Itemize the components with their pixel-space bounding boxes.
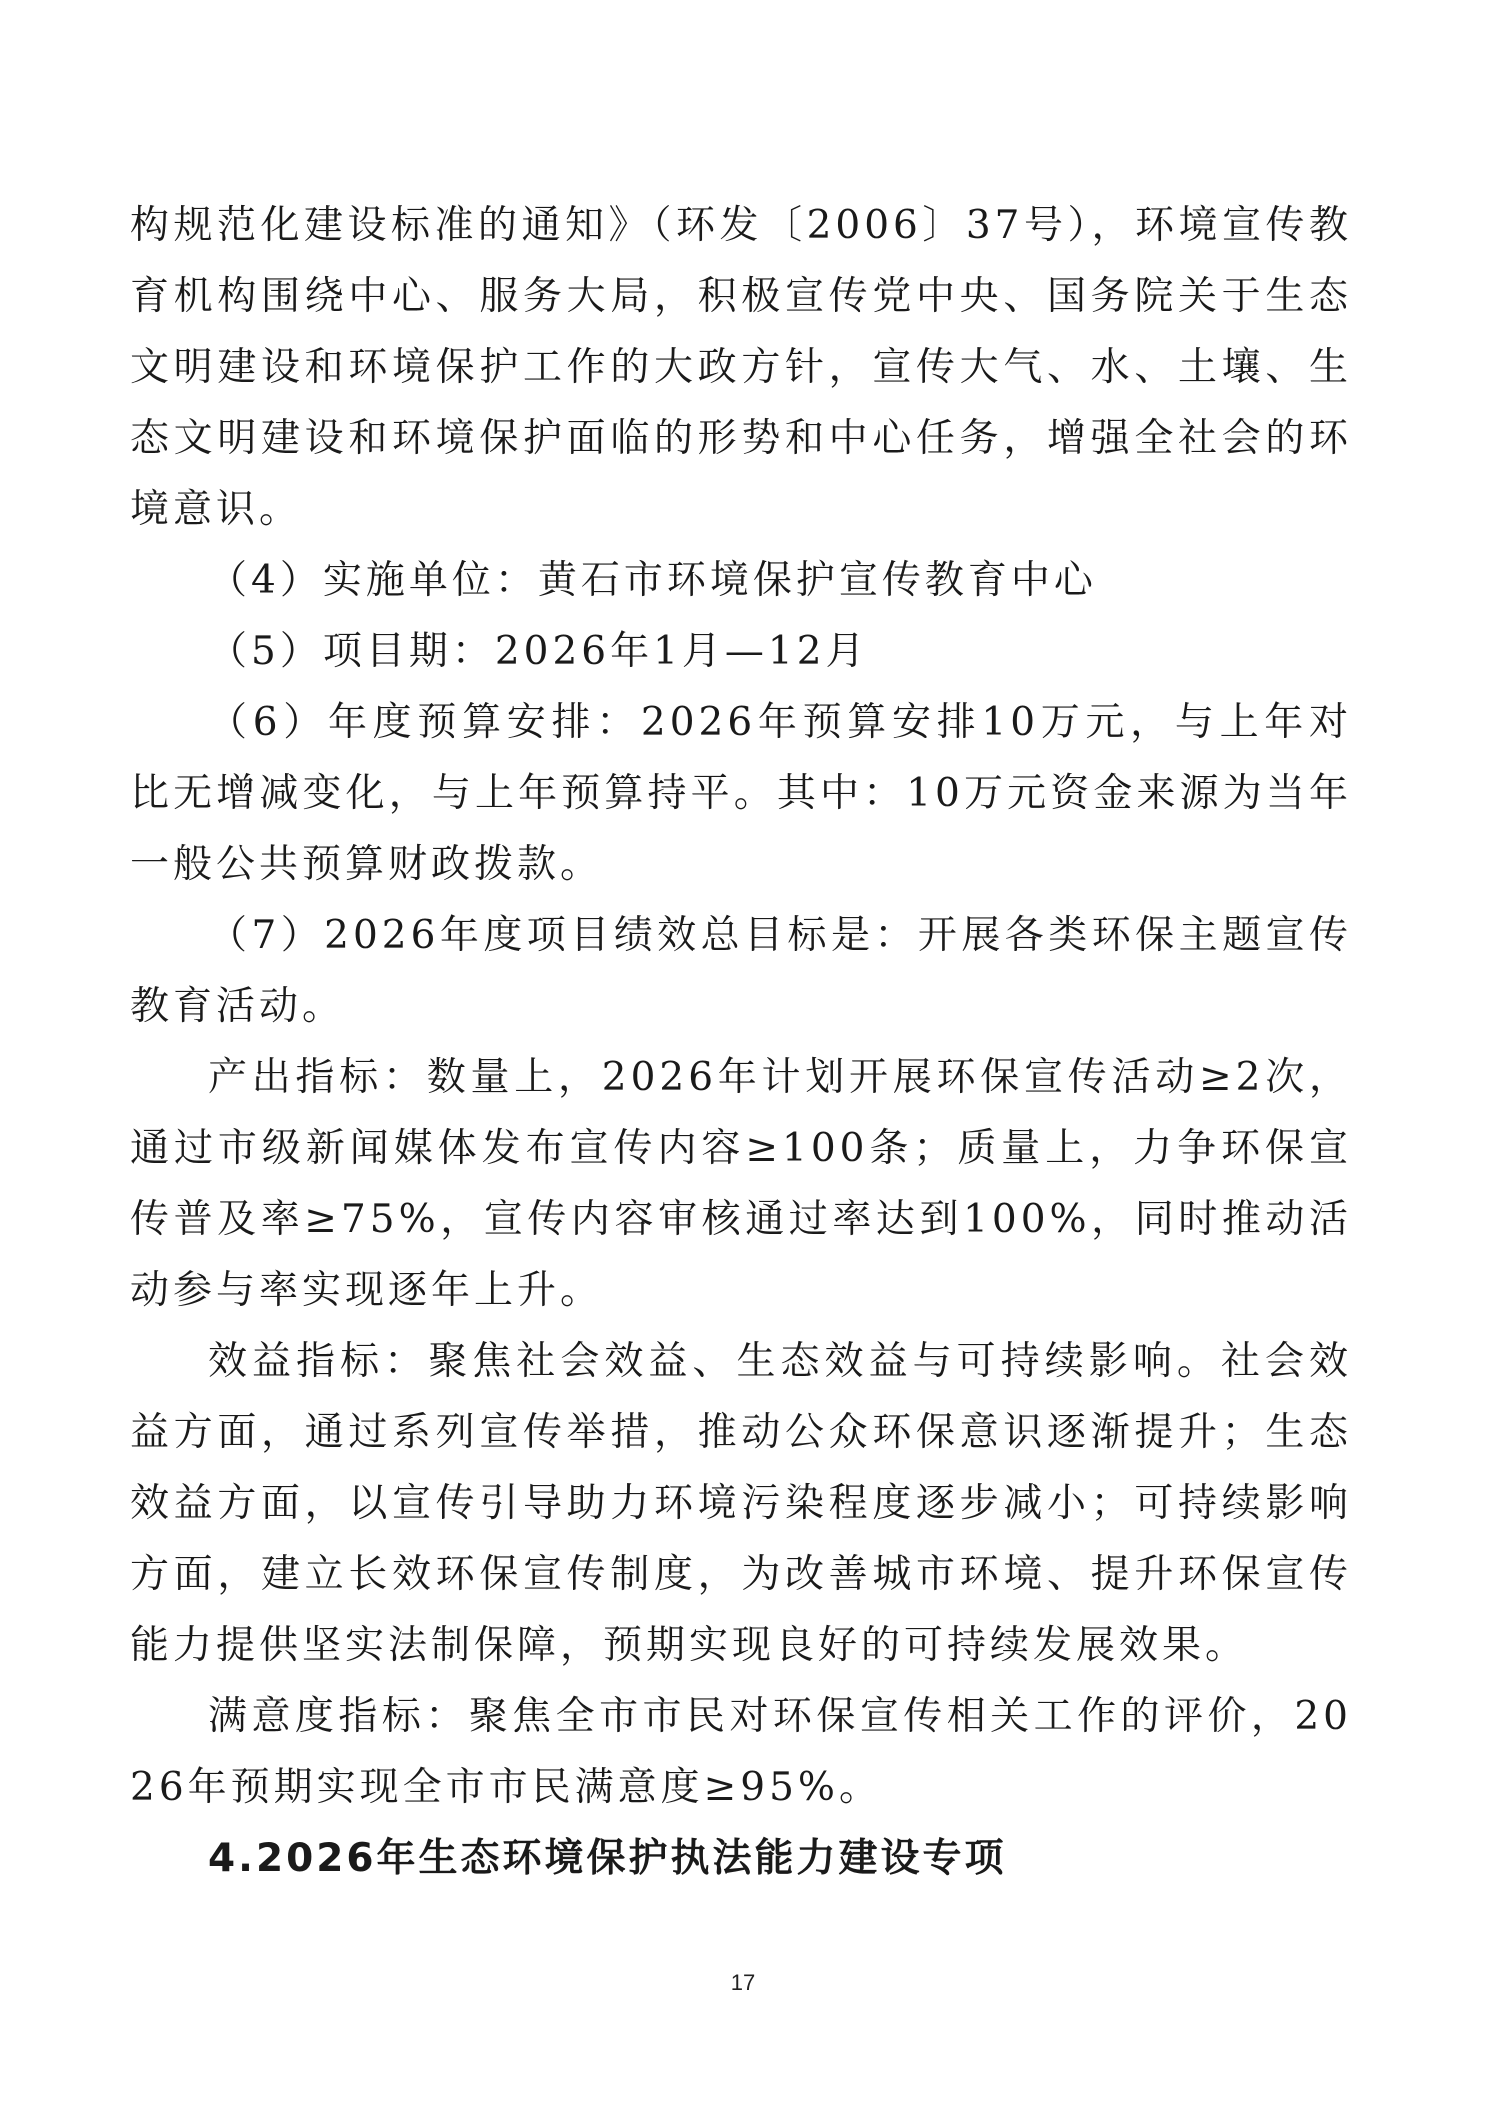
document-body [130, 190, 1352, 1894]
paragraph-performance-goal: （7）2026年度项目绩效总目标是：开展各类环保主题宣传教育活动。 [130, 913, 1352, 1029]
paragraph-project-period: （5）项目期：2026年1月—12月 [208, 629, 869, 674]
section-heading: 4.2026年生态环境保护执法能力建设专项 [208, 1836, 1007, 1881]
page-number: 17 [730, 1970, 756, 1995]
paragraph-benefit-indicators: 效益指标：聚焦社会效益、生态效益与可持续影响。社会效益方面，通过系列宣传举措，推动公众环保意识逐渐提升；生态效益方面，以宣传引导助力环境污染程度逐步减小；可持续影响方面，建立长效环保宣传制度，为改善城市环境、提升环保宣传能力提供坚实法制保障，预期实现良好的可持续发展效果。 [130, 1339, 1352, 1668]
paragraph-annual-budget: （6）年度预算安排：2026年预算安排10万元，与上年对比无增减变化，与上年预算持平。其中：10万元资金来源为当年一般公共预算财政拨款。 [130, 700, 1352, 887]
paragraph-continuation: 构规范化建设标准的通知》（环发〔2006〕37号），环境宣传教育机构围绕中心、服务大局，积极宣传党中央、国务院关于生态文明建设和环境保护工作的大政方针，宣传大气、水、土壤、生态文明建设和环境保护面临的形势和中心任务，增强全社会的环境意识。 [130, 203, 1352, 532]
paragraph-implementing-unit: （4）实施单位：黄石市环境保护宣传教育中心 [208, 558, 1097, 603]
paragraph-satisfaction-indicators: 满意度指标：聚焦全市市民对环保宣传相关工作的评价，2026年预期实现全市市民满意度≥95%。 [130, 1694, 1352, 1810]
paragraph-output-indicators: 产出指标：数量上，2026年计划开展环保宣传活动≥2次，通过市级新闻媒体发布宣传内容≥100条；质量上，力争环保宣传普及率≥75%，宣传内容审核通过率达到100%，同时推动活动参与率实现逐年上升。 [130, 1055, 1352, 1313]
